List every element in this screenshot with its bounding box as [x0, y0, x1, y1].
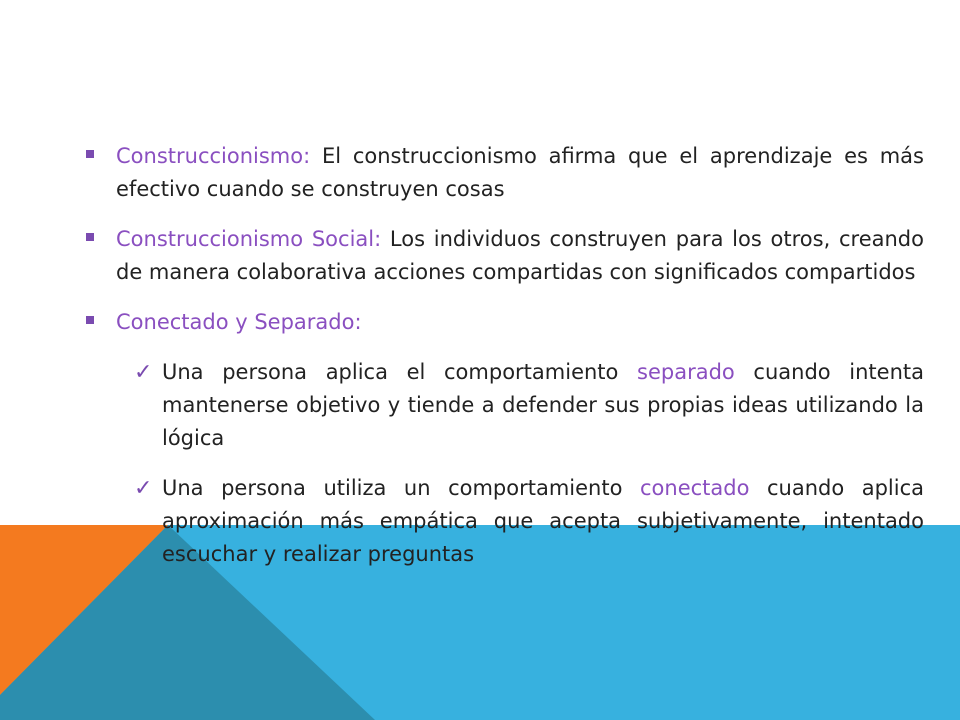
- definition-text: Los individuos construyen para los otros, creando de manera colaborativa acciones compartidas con significados compartidos: [116, 227, 924, 284]
- checkmark-icon: ✓: [134, 476, 153, 501]
- keyword-separado: separado: [637, 360, 735, 384]
- square-bullet-icon: [86, 150, 94, 158]
- slide-content: [84, 140, 924, 588]
- term-label: Conectado y Separado:: [116, 310, 362, 334]
- bullet-construccionismo: [84, 140, 924, 206]
- bullet-conectado-separado: [84, 306, 924, 339]
- checkmark-icon: ✓: [134, 360, 153, 385]
- sub-text: cuando aplica aproximación más empática que acepta subjetivamente, intentado escuchar y realizar preguntas: [162, 476, 924, 566]
- bullet-construccionismo-social: [84, 223, 924, 289]
- sub-text: Una persona aplica el comportamiento: [162, 360, 638, 384]
- term-label: Construccionismo Social:: [116, 227, 390, 251]
- term-label: Construccionismo:: [116, 144, 322, 168]
- sub-bullet-separado: [84, 356, 924, 455]
- definition-text: El construccionismo afirma que el aprendizaje es más efectivo cuando se construyen cosas: [116, 144, 924, 201]
- square-bullet-icon: [86, 316, 94, 324]
- keyword-conectado: conectado: [639, 476, 750, 500]
- sub-text: Una persona utiliza un comportamiento: [162, 476, 640, 500]
- square-bullet-icon: [86, 233, 94, 241]
- sub-text: cuando intenta mantenerse objetivo y tiende a defender sus propias ideas utilizando la lógica: [162, 360, 924, 450]
- sub-bullet-conectado: [84, 472, 924, 571]
